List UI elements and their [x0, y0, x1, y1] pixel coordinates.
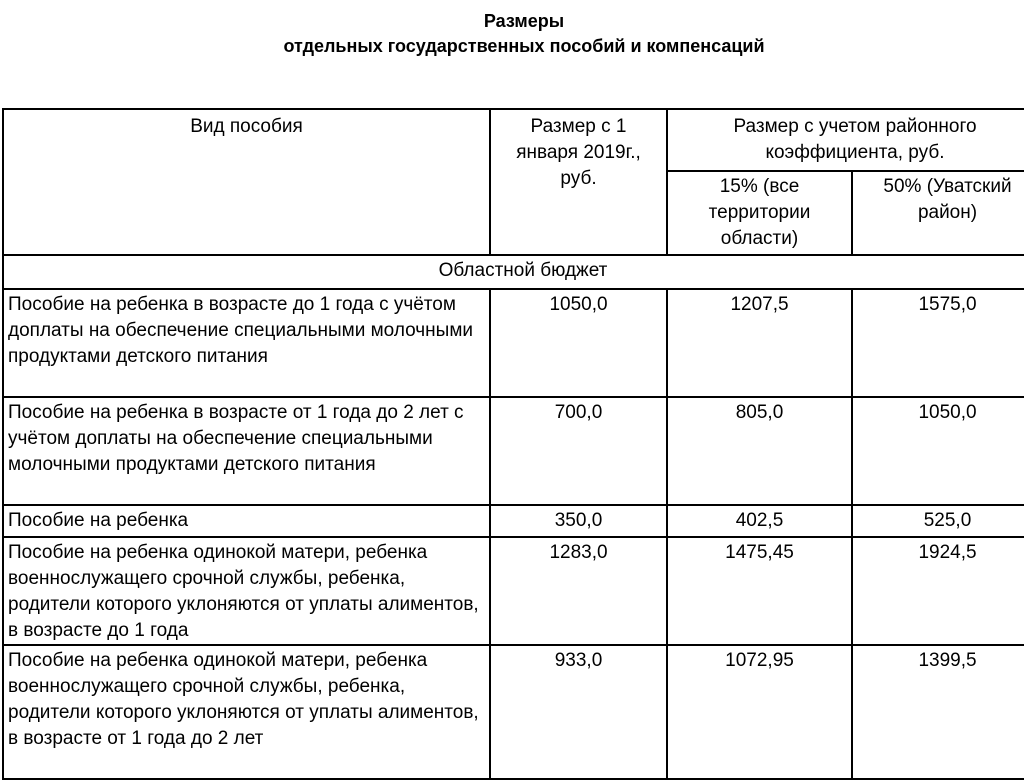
row-15-amount: 805,0 — [667, 397, 852, 505]
row-15-amount: 1475,45 — [667, 537, 852, 645]
table-row — [3, 397, 1024, 505]
header-regional-coefficient: Размер с учетом районного коэффициента, руб. — [667, 109, 1024, 171]
table-header-row — [3, 109, 1024, 171]
section-row — [3, 255, 1024, 289]
table-row — [3, 289, 1024, 397]
section-regional-budget: Областной бюджет — [3, 255, 1024, 289]
header-size-2019: Размер с 1 января 2019г., руб. — [490, 109, 667, 255]
row-base-amount: 1050,0 — [490, 289, 667, 397]
row-15-amount: 402,5 — [667, 505, 852, 537]
row-base-amount: 1283,0 — [490, 537, 667, 645]
row-50-amount: 1575,0 — [852, 289, 1024, 397]
row-benefit-name: Пособие на ребенка в возрасте от 1 года до 2 лет с учётом доплаты на обеспечение специальными молочными продуктами детского питания — [3, 397, 490, 505]
row-15-amount: 1072,95 — [667, 645, 852, 779]
row-50-amount: 1399,5 — [852, 645, 1024, 779]
header-benefit-type: Вид пособия — [3, 109, 490, 255]
header-50-percent: 50% (Уватский район) — [852, 171, 1024, 255]
row-base-amount: 933,0 — [490, 645, 667, 779]
document-subtitle: отдельных государственных пособий и компенсаций — [283, 36, 765, 56]
row-50-amount: 1050,0 — [852, 397, 1024, 505]
document-title: Размеры — [483, 11, 565, 31]
table-row — [3, 505, 1024, 537]
row-benefit-name: Пособие на ребенка в возрасте до 1 года с учётом доплаты на обеспечение специальными молочными продуктами детского питания — [3, 289, 490, 397]
header-15-percent: 15% (все территории области) — [667, 171, 852, 255]
benefits-table — [2, 108, 1024, 780]
row-benefit-name: Пособие на ребенка одинокой матери, ребенка военнослужащего срочной службы, ребенка, родители которого уклоняются от уплаты алиментов, в возрасте до 1 года — [3, 537, 490, 645]
row-benefit-name: Пособие на ребенка — [3, 505, 490, 537]
row-base-amount: 700,0 — [490, 397, 667, 505]
row-15-amount: 1207,5 — [667, 289, 852, 397]
table-row — [3, 537, 1024, 645]
row-benefit-name: Пособие на ребенка одинокой матери, ребенка военнослужащего срочной службы, ребенка, родители которого уклоняются от уплаты алиментов, в возрасте от 1 года до 2 лет — [3, 645, 490, 779]
row-50-amount: 1924,5 — [852, 537, 1024, 645]
row-50-amount: 525,0 — [852, 505, 1024, 537]
row-base-amount: 350,0 — [490, 505, 667, 537]
table-row — [3, 645, 1024, 779]
